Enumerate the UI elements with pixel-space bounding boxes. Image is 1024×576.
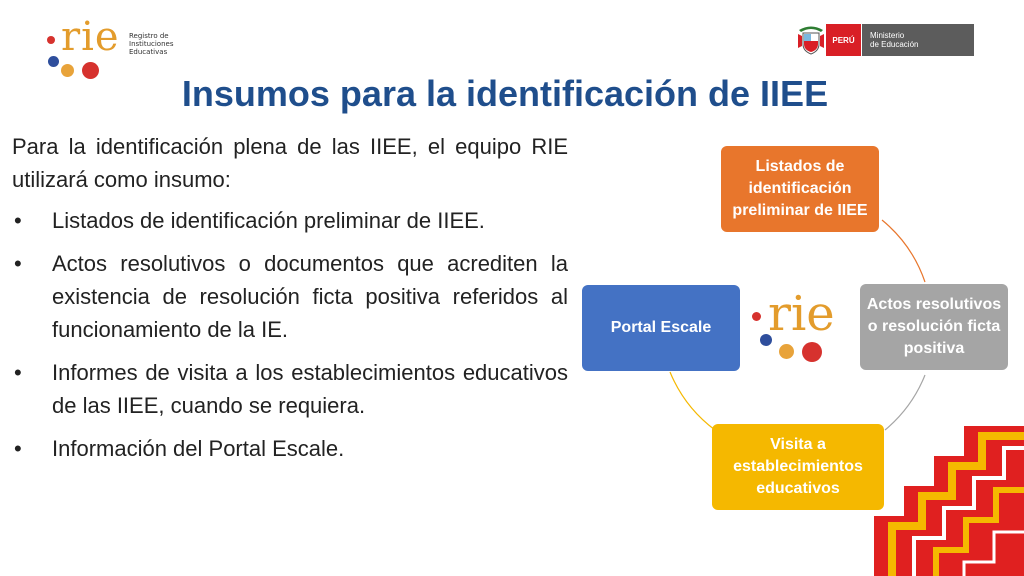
node-actos-resolutivos	[860, 284, 1008, 370]
list-item-text: Actos resolutivos o documentos que acrediten la existencia de resolución ficta positiva referidos al funcionamiento de la IE.	[52, 251, 568, 342]
center-dot-red-large	[802, 342, 822, 362]
bullet-list	[12, 204, 568, 465]
logo-dot-red	[47, 36, 55, 44]
center-dot-red	[752, 312, 761, 321]
bullet-icon: •	[14, 436, 22, 461]
list-item	[12, 204, 568, 237]
logo-word: rie	[61, 14, 120, 60]
logo-dot-blue	[48, 56, 59, 67]
country-label: PERÚ	[826, 24, 861, 56]
logo-subtitle-line: Instituciones	[129, 40, 174, 48]
center-dot-yellow	[779, 344, 794, 359]
node-visita	[712, 424, 884, 510]
list-item-text: Informes de visita a los establecimientos educativos de las IIEE, cuando se requiera.	[52, 360, 568, 418]
list-item-text: Información del Portal Escale.	[52, 436, 345, 461]
logo-subtitle	[129, 32, 174, 56]
bullet-icon: •	[14, 251, 22, 276]
logo-subtitle-line: Registro de	[129, 32, 169, 40]
list-item	[12, 247, 568, 346]
page-title: Insumos para la identificación de IIEE	[181, 73, 829, 114]
center-rie-logo	[748, 286, 858, 370]
ministry-name	[862, 24, 974, 56]
ministry-name-line: Ministerio	[870, 31, 905, 40]
list-item	[12, 356, 568, 422]
logo-subtitle-line: Educativas	[129, 48, 168, 56]
ministry-logo	[796, 22, 974, 58]
center-logo-word: rie	[768, 286, 835, 342]
bullet-icon: •	[14, 208, 22, 233]
intro-paragraph: Para la identificación plena de las IIEE, el equipo RIE utilizará como insumo:	[12, 134, 568, 192]
node-label: Actos resolutivos o resolución ficta positiva	[866, 296, 1002, 357]
node-portal-escale	[582, 285, 740, 371]
node-listados	[721, 146, 879, 232]
decorative-staircase	[874, 426, 1024, 576]
coat-of-arms-icon	[796, 24, 826, 56]
list-item	[12, 432, 568, 465]
ministry-name-line: de Educación	[870, 40, 919, 49]
node-label: Portal Escale	[610, 319, 712, 336]
node-label: Listados de identificación preliminar de IIEE	[732, 158, 868, 219]
bullet-icon: •	[14, 360, 22, 385]
body-text	[12, 130, 568, 475]
node-label: Visita a establecimientos educativos	[733, 436, 863, 497]
list-item-text: Listados de identificación preliminar de IIEE.	[52, 208, 485, 233]
